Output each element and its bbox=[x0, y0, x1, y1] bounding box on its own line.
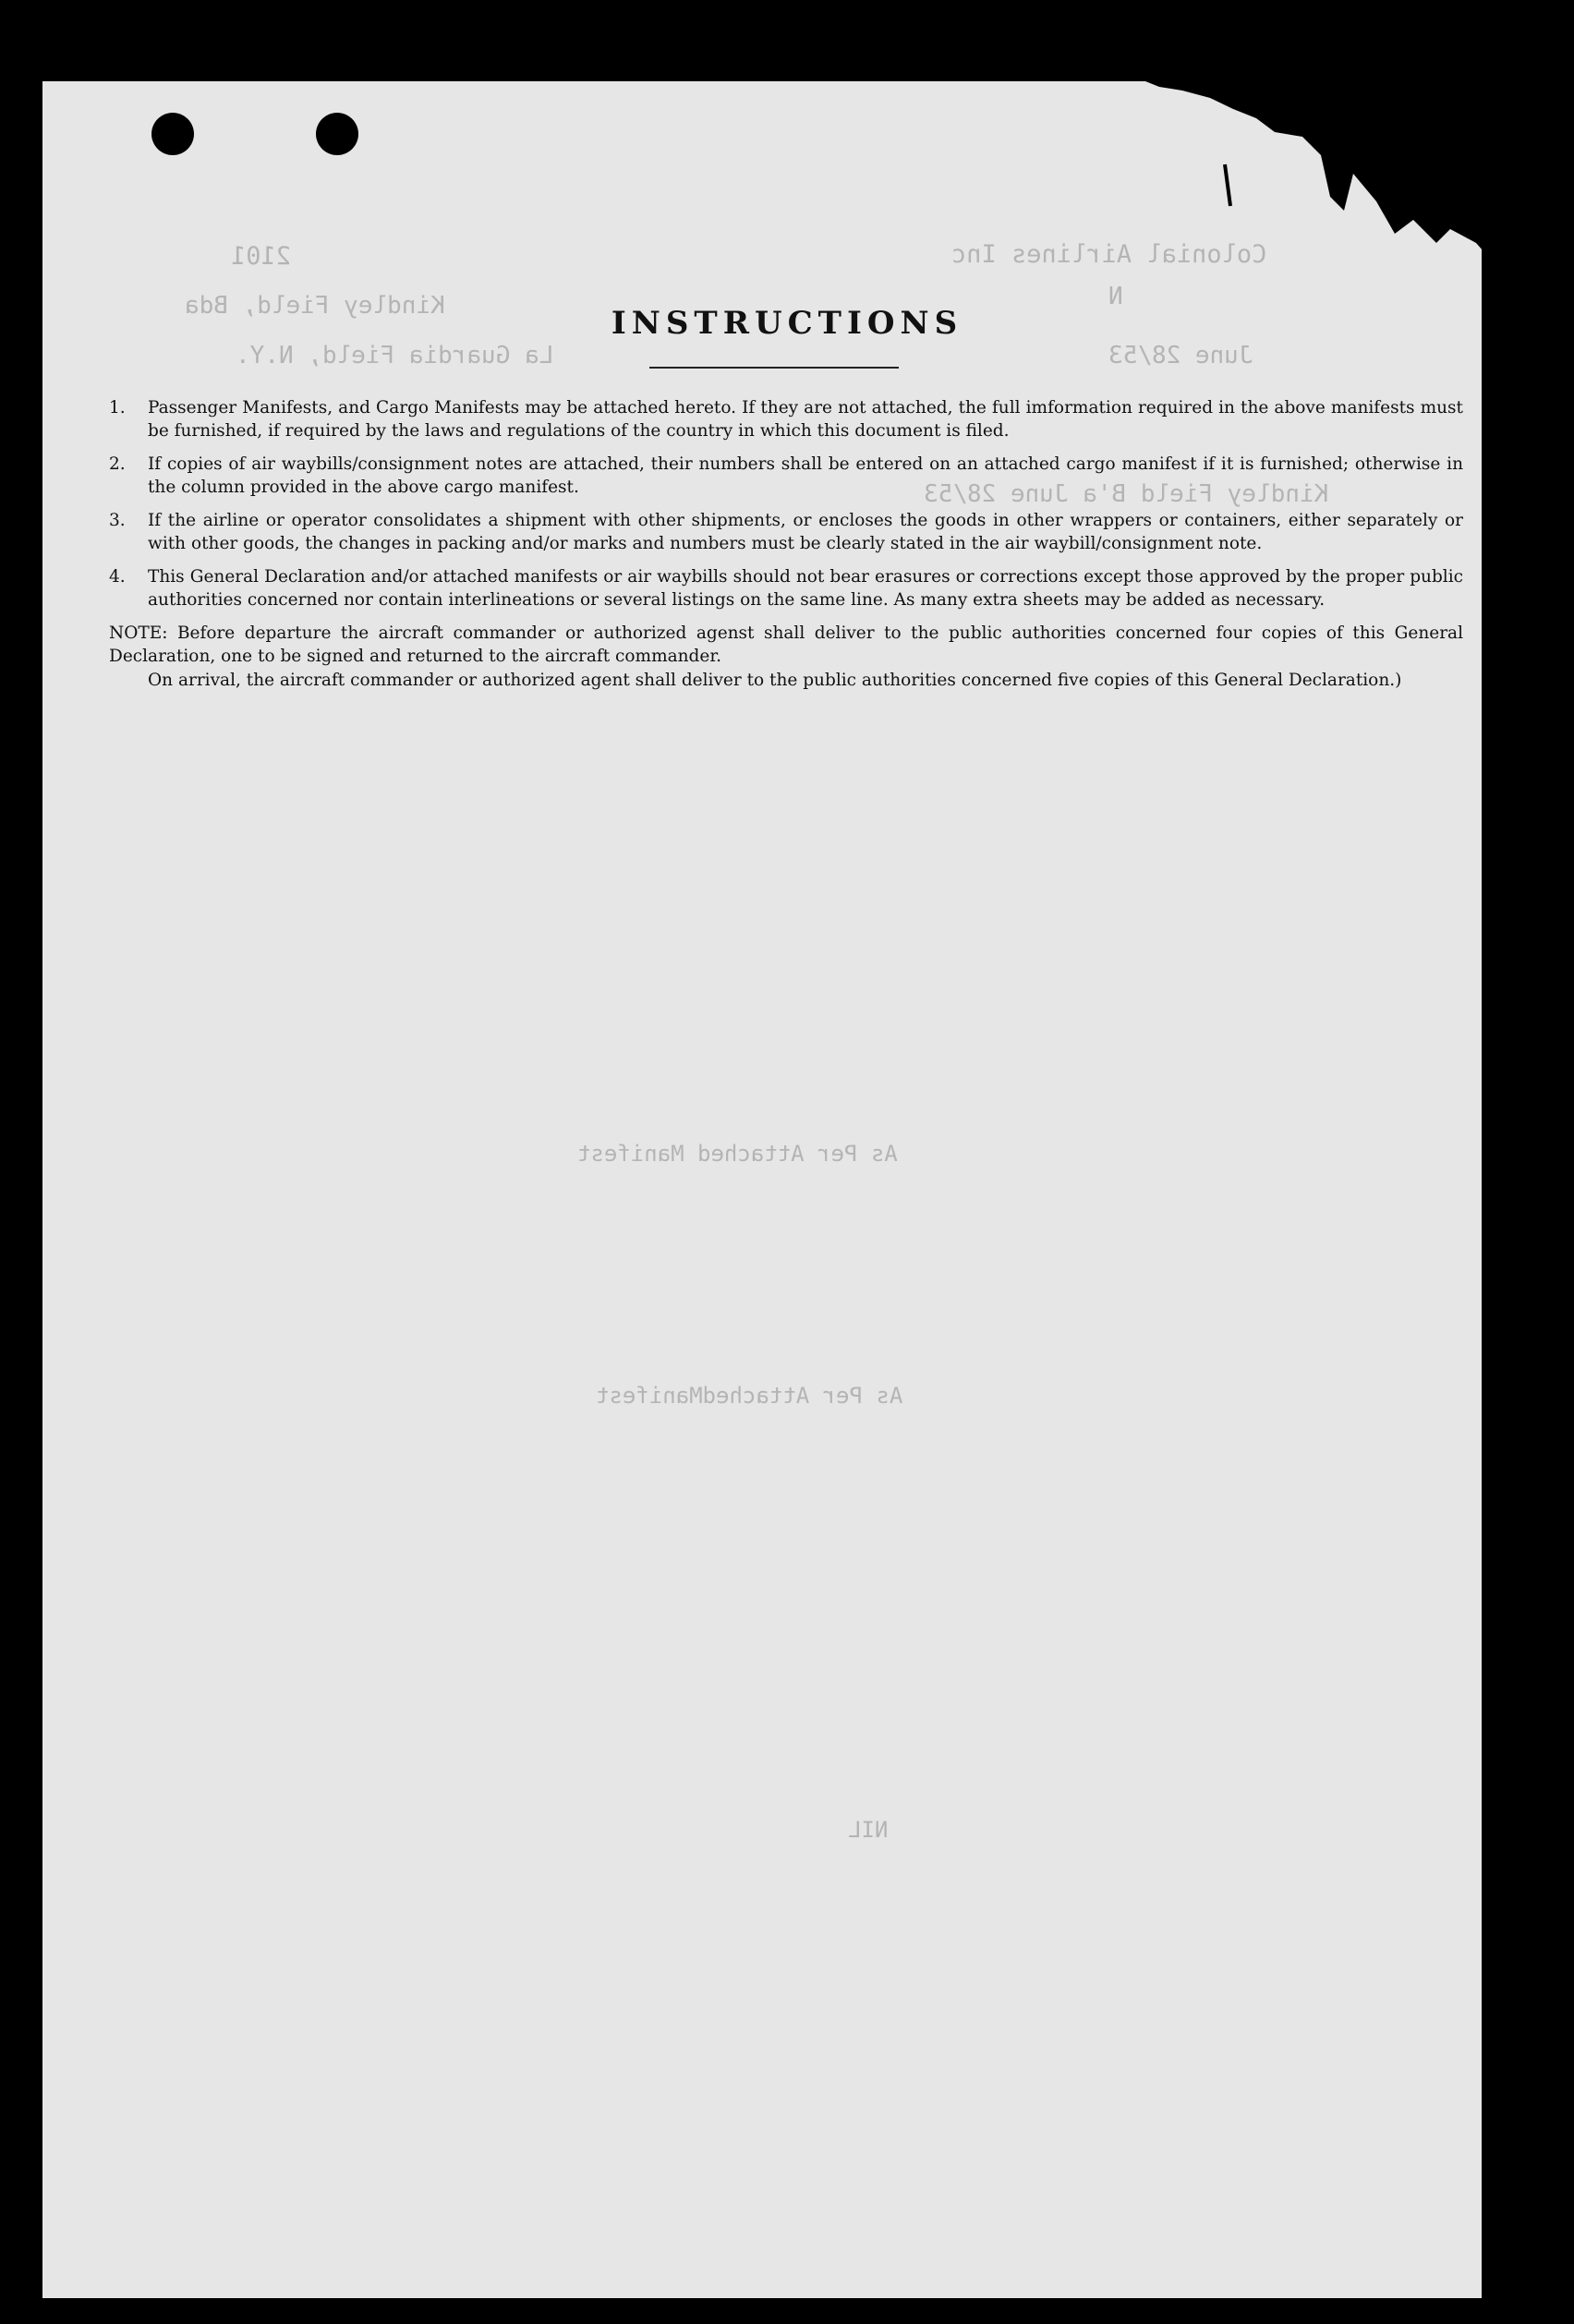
bleed-through-text: La Guardia Field, N.Y. bbox=[236, 342, 554, 369]
title-underline bbox=[649, 367, 899, 369]
item-text: This General Declaration and/or attached manifests or air waybills should not bear erasures or corrections except those approved by the proper public authorities concerned nor contain interlineations or several listings on the same line. As many extra sheets may be added as necessary. bbox=[148, 567, 1463, 610]
note-paragraph bbox=[109, 623, 1463, 668]
item-number: 1. bbox=[109, 398, 126, 418]
bleed-through-text: Kindley Field B'a June 28/53 bbox=[924, 480, 1329, 508]
note-arrival-text: On arrival, the aircraft commander or authorized agent shall deliver to the public authorities concerned five copies of this General Declaration.) bbox=[148, 671, 1402, 690]
bleed-through-text: N bbox=[1108, 283, 1123, 310]
instruction-item bbox=[109, 510, 1463, 555]
note-text: Before departure the aircraft commander or authorized agenst shall deliver to the public authorities concerned four copies of this General Declaration, one to be signed and returned to the aircraft commander. bbox=[109, 623, 1463, 666]
item-text: Passenger Manifests, and Cargo Manifests may be attached hereto. If they are not attached, the full imformation required in the above manifests must be furnished, if required by the laws and regulations of the country in which this document is filed. bbox=[148, 398, 1463, 441]
bleed-through-text: 2101 bbox=[231, 242, 292, 271]
item-number: 2. bbox=[109, 454, 126, 474]
bleed-through-text: June 28/53 bbox=[1108, 342, 1253, 369]
item-text: If copies of air waybills/consignment notes are attached, their numbers shall be entered on an attached cargo manifest if it is furnished; otherwise in the column provided in the above cargo manifest. bbox=[148, 454, 1463, 497]
punch-hole bbox=[151, 113, 194, 155]
instructions-list bbox=[109, 397, 1463, 693]
bleed-through-text: Colonial Airlines Inc bbox=[951, 240, 1267, 269]
note-label: NOTE: bbox=[109, 623, 168, 643]
bleed-through-text: As Per Attached Manifest bbox=[577, 1141, 898, 1167]
instruction-item bbox=[109, 566, 1463, 611]
instructions-title: INSTRUCTIONS bbox=[611, 305, 963, 342]
instruction-item bbox=[109, 397, 1463, 442]
punch-hole bbox=[316, 113, 358, 155]
bleed-through-text: As Per AttachedManifest bbox=[596, 1383, 903, 1409]
item-number: 3. bbox=[109, 511, 126, 530]
torn-corner bbox=[1145, 81, 1496, 266]
instruction-item bbox=[109, 454, 1463, 499]
note-block bbox=[109, 623, 1463, 693]
bleed-through-text: Kindley Field, Bda bbox=[185, 292, 445, 320]
item-text: If the airline or operator consolidates a shipment with other shipments, or encloses the goods in other wrappers or containers, either separately or with other goods, the changes in packing and/or marks and numbers must be clearly stated in the air waybill/consignment note. bbox=[148, 511, 1463, 553]
item-number: 4. bbox=[109, 567, 126, 587]
bleed-through-text: NIL bbox=[848, 1817, 889, 1843]
